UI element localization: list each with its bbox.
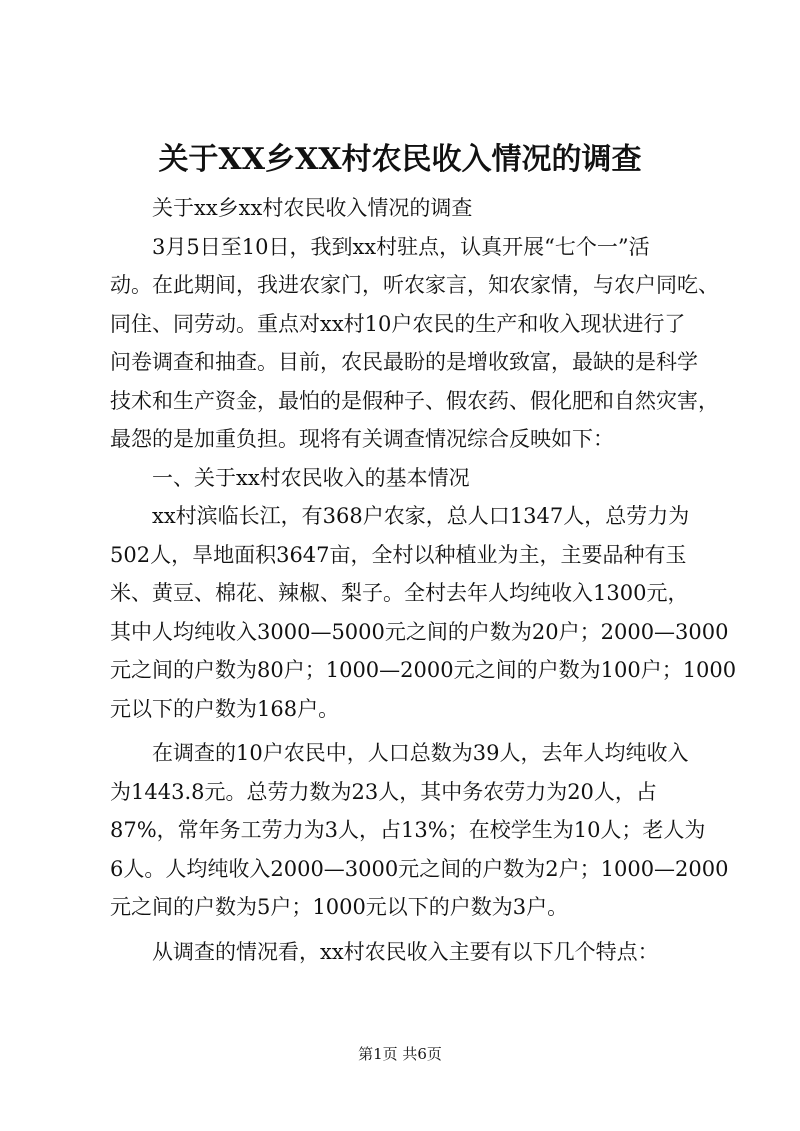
paragraph-line: 技术和生产资金，最怕的是假种子、假农药、假化肥和自然灾害，: [110, 388, 719, 413]
document-title: 关于XX乡XX村农民收入情况的调查: [158, 142, 642, 177]
paragraph-line: 元之间的户数为80户；1000—2000元之间的户数为100户；1000: [110, 658, 737, 682]
paragraph-survey-results: [110, 734, 729, 927]
paragraph-line: 关于xx乡xx村农民收入情况的调查: [152, 196, 473, 220]
paragraph-line: 其中人均纯收入3000—5000元之间的户数为20户；2000—3000: [110, 619, 729, 644]
section-heading: [110, 459, 700, 498]
paragraph-line: 元以下的户数为168户。: [110, 696, 340, 721]
paragraph-line: 87%，常年务工劳力为3人，占13%；在校学生为10人；老人为: [110, 818, 706, 842]
paragraph-line: 3月5日至10日，我到xx村驻点，认真开展“七个一”活: [152, 234, 650, 259]
paragraph-line: 米、黄豆、棉花、辣椒、梨子。全村去年人均纯收入1300元，: [110, 581, 689, 605]
paragraph-line: 502人，旱地面积3647亩，全村以种植业为主，主要品种有玉: [110, 542, 687, 567]
paragraph-line: 从调查的情况看，xx村农民收入主要有以下几个特点：: [152, 939, 659, 964]
paragraph-line: 元之间的户数为5户；1000元以下的户数为3户。: [110, 895, 569, 919]
paragraph-line: 同住、同劳动。重点对xx村10户农民的生产和收入现状进行了: [110, 311, 686, 336]
section-heading-line: 一、关于xx村农民收入的基本情况: [152, 465, 470, 490]
paragraph-line: 6人。人均纯收入2000—3000元之间的户数为2户；1000—2000: [110, 856, 729, 881]
paragraph-line: 最怨的是加重负担。现将有关调查情况综合反映如下：: [110, 427, 614, 451]
paragraph-overview: [110, 228, 719, 459]
paragraph-village-stats: [110, 497, 737, 728]
paragraph-features-intro: [110, 933, 700, 972]
document-body: [110, 189, 737, 971]
paragraph-line: 在调查的10户农民中，人口总数为39人，去年人均纯收入: [152, 741, 689, 765]
paragraph-intro-title: [110, 189, 700, 228]
paragraph-line: 为1443.8元。总劳力数为23人，其中务农劳力为20人，占: [110, 779, 657, 804]
paragraph-line: xx村滨临长江，有368户农家，总人口1347人，总劳力为: [152, 504, 690, 528]
page-number-footer: 第1页 共6页: [358, 1045, 442, 1063]
paragraph-line: 动。在此期间，我进农家门，听农家言，知农家情，与农户同吃、: [110, 273, 719, 297]
paragraph-line: 问卷调查和抽查。目前，农民最盼的是增收致富，最缺的是科学: [110, 350, 698, 374]
